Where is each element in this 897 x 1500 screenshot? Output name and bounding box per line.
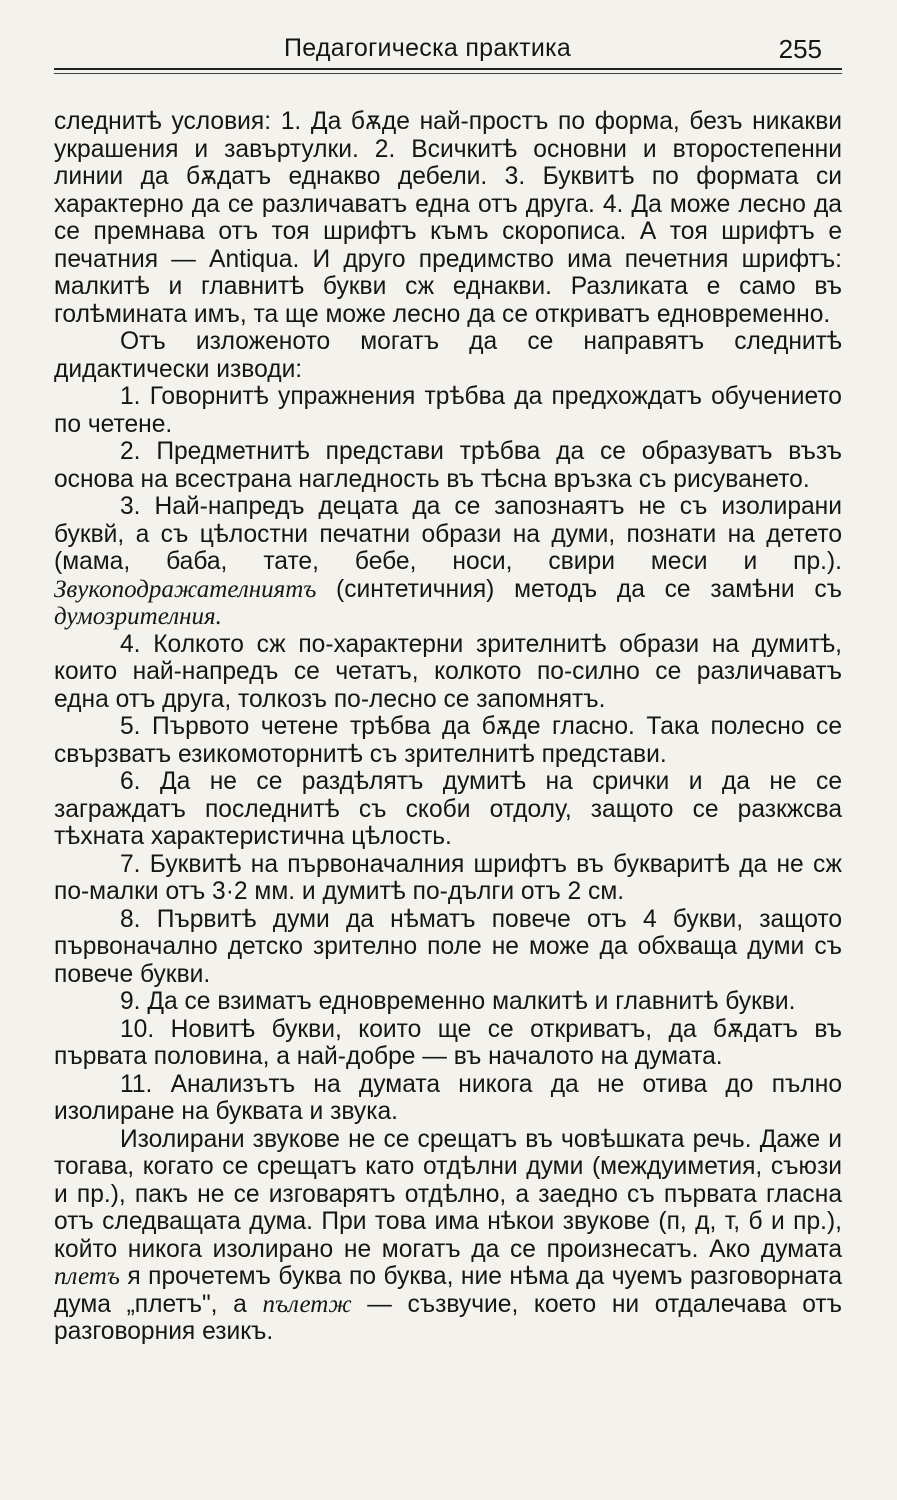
paragraph: 6. Да не се раздѣлятъ думитѣ на срички и да не се заграждатъ последнитѣ съ скоби отдолу, защото се разкжсва тѣхната характеристична цѣлость. <box>54 768 842 850</box>
paragraph: 10. Новитѣ букви, които ще се откриватъ, да бѫдатъ въ първата половина, а най-добре — въ началото на думата. <box>54 1015 842 1070</box>
paragraph: 3. Най-напредъ децата да се запознаятъ не съ изолирани буквй, а съ цѣлостни печатни образи на думи, познати на детето (мама, баба, тате, бебе, носи, свири меси и пр.). Звукоподражателниятъ (синтетичния) методъ да се замѣни съ думозрителния. <box>54 493 842 630</box>
paragraph: 11. Анализътъ на думата никога да не отива до пълно изолиране на буквата и звука. <box>54 1070 842 1125</box>
body-text <box>54 108 842 1346</box>
header-rule-thin <box>54 73 842 74</box>
paragraph: 9. Да се взиматъ едновременно малкитѣ и главнитѣ букви. <box>120 988 796 1015</box>
paragraph: 2. Предметнитѣ представи трѣбва да се образуватъ възъ основа на всестрана нагледность въ тѣсна връзка съ рисуването. <box>54 438 842 493</box>
paragraph: 8. Първитѣ думи да нѣматъ повече отъ 4 букви, защото първоначално детско зрително поле не може да обхваща думи съ повече букви. <box>54 905 842 988</box>
paragraph: Изолирани звукове не се срещатъ въ човѣшката речь. Даже и тогава, когато се срещатъ като отдѣлни думи (междуиметия, съюзи и пр.), пакъ не се изговарятъ отдѣлно, а заедно съ първата гласна отъ следващата дума. При това има нѣкои звукове (п, д, т, б и пр.), който никога изолирано не могатъ да се произнесатъ. Ако думата плетъ я прочетемъ буква по буква, ние нѣма да чуемъ разговорната дума „плетъ", а пълетж — съзвучие, което ни отдалечава отъ разговорния езикъ. <box>54 1125 842 1345</box>
paragraph: следнитѣ условия: 1. Да бѫде най-простъ по форма, безъ никакви украшения и завъртулки. 2. Всичкитѣ основни и второстепенни линии да бѫдатъ еднакво дебели. 3. Буквитѣ по формата си характерно да се различаватъ една отъ друга. 4. Да може лесно да се премнава отъ тоя шрифтъ къмъ скорописа. А тоя шрифтъ е печатния — Antiqua. И друго предимство има печетния шрифтъ: малкитѣ и главнитѣ букви сж еднакви. Разликата е само въ голѣмината имъ, та ще може лесно да се откриватъ едновременно. <box>54 108 842 328</box>
italic-term: плетъ <box>54 1263 120 1290</box>
running-title: Педагогическа практика <box>284 34 572 62</box>
header-rule <box>54 68 842 70</box>
paragraph: 5. Първото четене трѣбва да бѫде гласно. Така полесно се свързватъ езикомоторнитѣ съ зрителнитѣ представи. <box>54 713 842 768</box>
italic-term: думозрителния. <box>54 603 222 630</box>
page-header <box>54 34 842 68</box>
paragraph: Отъ изложеното могатъ да се направятъ следнитѣ дидактически изводи: <box>54 328 842 383</box>
paragraph: 4. Колкото сж по-характерни зрителнитѣ образи на думитѣ, които най-напредъ се четатъ, колкото по-силно се различаватъ една отъ друга, толкозъ по-лесно се запомнятъ. <box>54 630 842 713</box>
paragraph: 7. Буквитѣ на първоначалния шрифтъ въ букваритѣ да не сж по-малки отъ 3·2 мм. и думитѣ по-дълги отъ 2 см. <box>54 850 842 905</box>
page-number: 255 <box>778 34 822 64</box>
book-page <box>54 34 842 1346</box>
paragraph: 1. Говорнитѣ упражнения трѣбва да предхождатъ обучението по четене. <box>54 383 842 438</box>
italic-term: Звукоподражателниятъ <box>54 575 317 603</box>
italic-term: пълетж <box>262 1290 352 1318</box>
